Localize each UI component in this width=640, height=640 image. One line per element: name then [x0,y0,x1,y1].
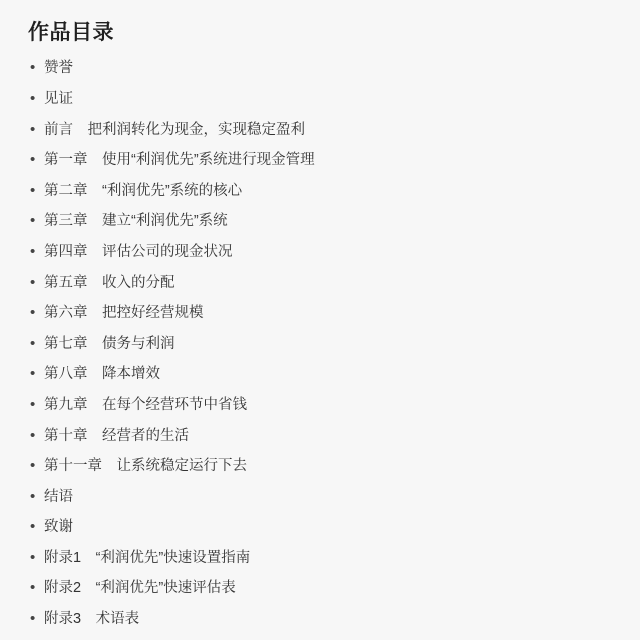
bullet-icon: • [30,59,36,77]
list-item[interactable] [28,363,616,385]
page-title: 作品目录 [28,21,114,44]
list-item[interactable] [28,302,616,324]
toc-entry[interactable] [44,608,139,630]
bullet-icon: • [30,181,36,199]
list-item[interactable] [28,516,616,538]
toc-entry-label: 见证 [44,90,73,107]
list-item[interactable] [28,333,616,355]
bullet-icon: • [30,242,36,260]
toc-entry-title: 把控好经营规模 [87,305,204,322]
toc-entry[interactable] [44,486,73,508]
toc-entry[interactable] [44,547,250,569]
toc-entry[interactable] [44,241,233,263]
toc-entry-title: “利润优先”快速设置指南 [81,549,251,566]
list-item[interactable] [28,455,616,477]
toc-entry-title: “利润优先”系统的核心 [87,182,243,199]
list-item[interactable] [28,577,616,599]
toc-entry-title: 使用“利润优先”系统进行现金管理 [87,152,315,169]
toc-entry-label: 第六章 [44,305,88,322]
bullet-icon: • [30,89,36,107]
bullet-icon: • [30,457,36,475]
list-item[interactable] [28,272,616,294]
bullet-icon: • [30,579,36,597]
toc-entry-title: 建立“利润优先”系统 [87,213,228,230]
toc-entry-label: 第一章 [44,152,88,169]
toc-entry[interactable] [44,180,242,202]
toc-entry-label: 致谢 [44,519,73,536]
bullet-icon: • [30,273,36,291]
list-item[interactable] [28,88,616,110]
toc-entry[interactable] [44,57,73,79]
toc-entry-label: 第十章 [44,427,88,444]
toc-entry-label: 前言 [44,121,73,138]
toc-entry[interactable] [44,302,204,324]
toc-entry[interactable] [44,119,305,141]
bullet-icon: • [30,151,36,169]
toc-entry-label: 赞誉 [44,60,73,77]
toc-entry[interactable] [44,88,73,110]
toc-entry[interactable] [44,394,247,416]
list-item[interactable] [28,180,616,202]
toc-entry-title: 债务与利润 [87,335,175,352]
toc-entry-title: 术语表 [81,611,140,628]
toc-entry[interactable] [44,272,175,294]
toc-entry-title: 经营者的生活 [87,427,189,444]
toc-entry-label: 附录3 [44,611,82,628]
bullet-icon: • [30,610,36,628]
toc-entry[interactable] [44,577,236,599]
bullet-icon: • [30,365,36,383]
toc-entry[interactable] [44,149,315,171]
toc-entry[interactable] [44,210,228,232]
toc-entry[interactable] [44,425,189,447]
list-item[interactable] [28,210,616,232]
toc-entry-title: “利润优先”快速评估表 [81,580,236,597]
list-item[interactable] [28,394,616,416]
bullet-icon: • [30,487,36,505]
toc-entry-label: 第四章 [44,243,88,260]
bullet-icon: • [30,548,36,566]
toc-entry-label: 第三章 [44,213,88,230]
toc-entry-label: 附录1 [44,549,82,566]
toc-entry-label: 第九章 [44,396,88,413]
bullet-icon: • [30,395,36,413]
bullet-icon: • [30,120,36,138]
list-item[interactable] [28,547,616,569]
bullet-icon: • [30,304,36,322]
toc-entry[interactable] [44,455,247,477]
toc-entry-label: 第十一章 [44,458,102,475]
toc-entry-label: 第五章 [44,274,88,291]
toc-entry-title: 收入的分配 [87,274,175,291]
toc-entry[interactable] [44,516,73,538]
toc-entry-label: 第七章 [44,335,88,352]
toc-entry-label: 第八章 [44,366,88,383]
toc-entry-label: 结语 [44,488,73,505]
toc-entry[interactable] [44,333,175,355]
bullet-icon: • [30,334,36,352]
toc-entry-label: 第二章 [44,182,88,199]
list-item[interactable] [28,486,616,508]
list-item[interactable] [28,57,616,79]
toc-entry-title: 让系统稳定运行下去 [102,458,247,475]
toc-entry-title: 评估公司的现金状况 [87,243,233,260]
bullet-icon: • [30,426,36,444]
toc-entry-title: 把利润转化为现金，实现稳定盈利 [73,121,305,138]
list-item[interactable] [28,119,616,141]
toc-entry-title: 降本增效 [87,366,160,383]
table-of-contents-list [28,57,616,630]
toc-entry-title: 在每个经营环节中省钱 [87,396,247,413]
list-item[interactable] [28,608,616,630]
list-item[interactable] [28,241,616,263]
list-item[interactable] [28,149,616,171]
toc-entry[interactable] [44,363,160,385]
bullet-icon: • [30,518,36,536]
bullet-icon: • [30,212,36,230]
list-item[interactable] [28,425,616,447]
toc-entry-label: 附录2 [44,580,82,597]
